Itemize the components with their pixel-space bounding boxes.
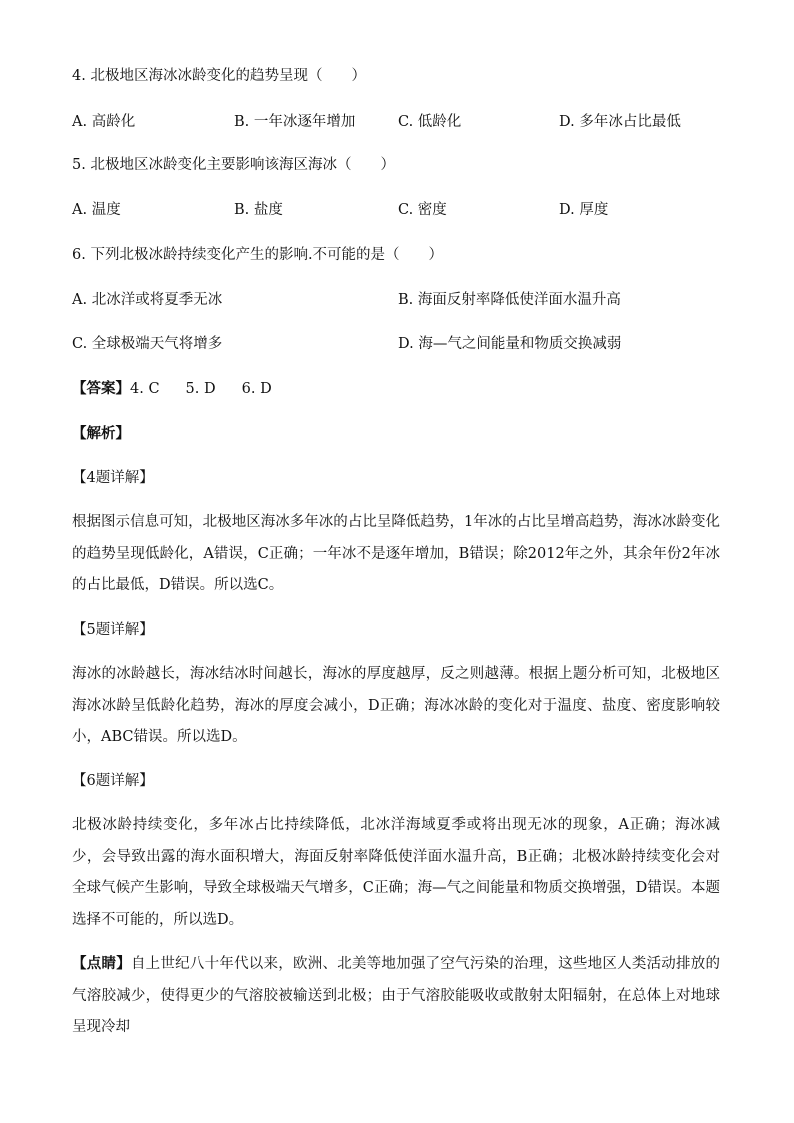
- question-5-option-a: A. 温度: [72, 202, 121, 218]
- question-6-option-c: C. 全球极端天气将增多: [72, 336, 223, 352]
- note-label: 【点睛】: [72, 955, 131, 972]
- answer-value-6: 6. D: [241, 381, 272, 397]
- detail-4-heading: 【4题详解】: [72, 470, 154, 486]
- question-4-option-a: A. 高龄化: [72, 114, 136, 130]
- detail-5-heading: 【5题详解】: [72, 622, 154, 638]
- detail-6-heading: 【6题详解】: [72, 773, 154, 789]
- question-6-option-b: B. 海面反射率降低使洋面水温升高: [398, 292, 621, 308]
- answer-value-5: 5. D: [185, 381, 216, 397]
- question-4-option-d: D. 多年冰占比最低: [559, 114, 681, 130]
- detail-4-text: 根据图示信息可知，北极地区海冰多年冰的占比呈降低趋势，1年冰的占比呈增高趋势，海冰冰龄变化的趋势呈现低龄化，A错误，C正确；一年冰不是逐年增加，B错误；除2012年之外，其余年份2年冰的占比最低，D错误。所以选C。: [72, 514, 720, 593]
- question-5-stem: 5. 北极地区冰龄变化主要影响该海区海冰（ ）: [72, 157, 395, 173]
- note-text: 自上世纪八十年代以来，欧洲、北美等地加强了空气污染的治理，这些地区人类活动排放的气溶胶减少，使得更少的气溶胶被输送到北极；由于气溶胶能吸收或散射太阳辐射，在总体上对地球呈现冷却: [72, 956, 721, 1035]
- detail-6-text: 北极冰龄持续变化，多年冰占比持续降低，北冰洋海域夏季或将出现无冰的现象，A正确；海冰减少，会导致出露的海水面积增大，海面反射率降低使洋面水温升高，B正确；北极冰龄持续变化会对全球气候产生影响，导致全球极端天气增多，C正确；海—气之间能量和物质交换增强，D错误。本题选择不可能的，所以选D。: [72, 817, 720, 928]
- question-4-stem: 4. 北极地区海冰冰龄变化的趋势呈现（ ）: [72, 68, 366, 84]
- question-6-stem: 6. 下列北极冰龄持续变化产生的影响.不可能的是（ ）: [72, 247, 444, 263]
- analysis-label: 【解析】: [72, 425, 130, 442]
- question-5-option-d: D. 厚度: [559, 202, 609, 218]
- question-4-option-c: C. 低龄化: [398, 114, 462, 130]
- question-6-option-a: A. 北冰洋或将夏季无冰: [72, 292, 223, 308]
- answer-line: [72, 379, 272, 399]
- detail-5-text: 海冰的冰龄越长，海冰结冰时间越长，海冰的厚度越厚，反之则越薄。根据上题分析可知，北极地区海冰冰龄呈低龄化趋势，海冰的厚度会减小，D正确；海冰冰龄的变化对于温度、盐度、密度影响较小，ABC错误。所以选D。: [72, 666, 720, 745]
- question-6-option-d: D. 海—气之间能量和物质交换减弱: [398, 336, 622, 352]
- question-5-option-c: C. 密度: [398, 202, 447, 218]
- answer-value-4: 4. C: [130, 381, 160, 397]
- note-paragraph: [72, 948, 720, 1044]
- question-4-option-b: B. 一年冰逐年增加: [234, 114, 356, 130]
- question-5-option-b: B. 盐度: [234, 202, 283, 218]
- answer-label: 【答案】: [72, 380, 130, 397]
